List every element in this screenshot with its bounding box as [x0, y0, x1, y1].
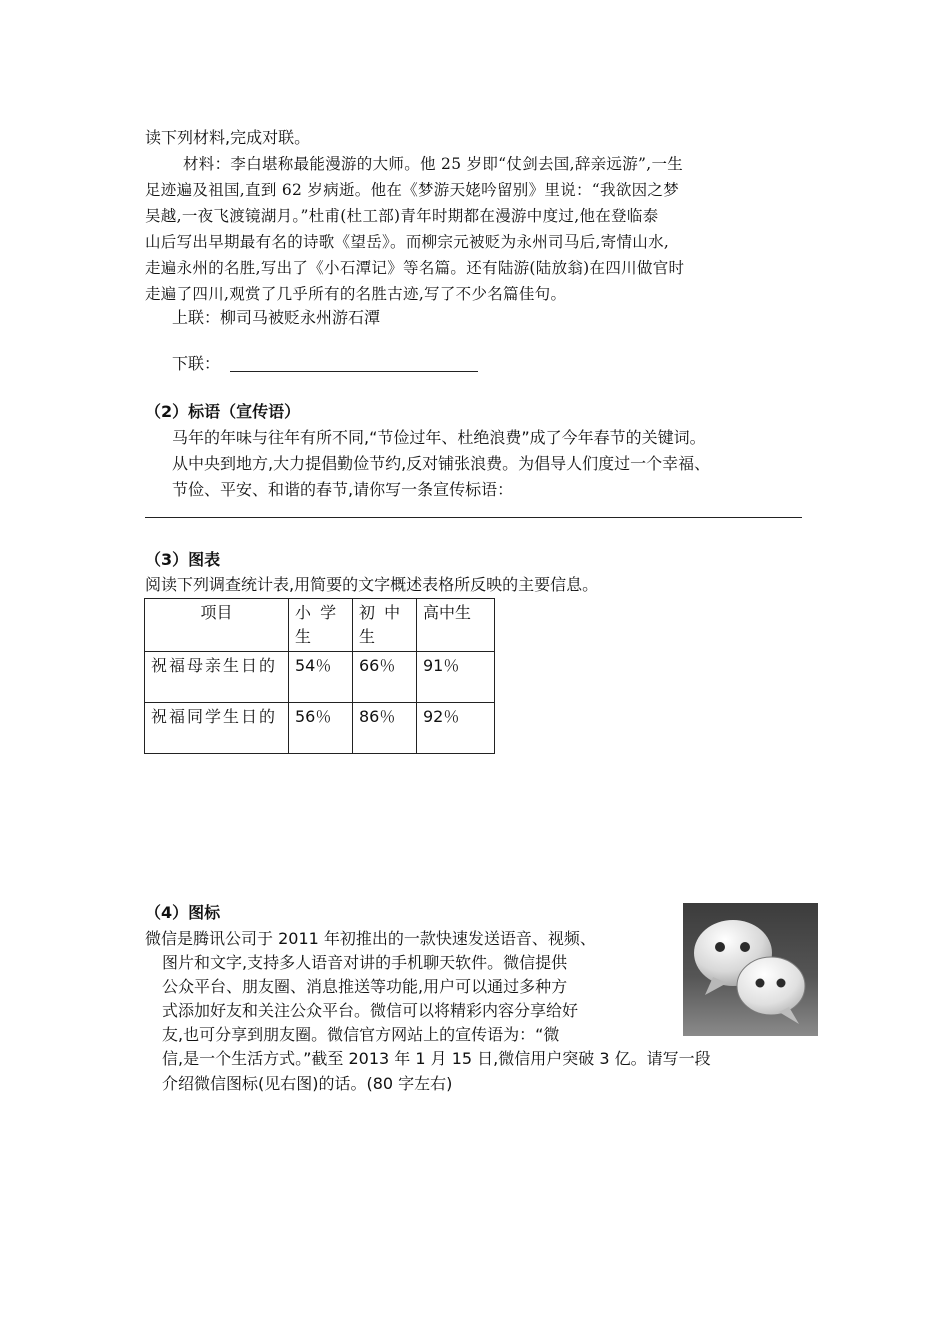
wechat-text-line: 微信是腾讯公司于 2011 年初推出的一款快速发送语音、视频、 [145, 929, 596, 948]
table-header-junior: 初 中 生 [353, 599, 417, 652]
wechat-text-line: 信,是一个生活方式。”截至 2013 年 1 月 15 日,微信用户突破 3 亿。请写一段 [162, 1049, 711, 1068]
slogan-prompt-line: 马年的年味与往年有所不同,“节俭过年、杜绝浪费”成了今年春节的关键词。 [172, 428, 706, 447]
table-cell: 86％ [353, 703, 417, 754]
wechat-text-line: 公众平台、朋友圈、消息推送等功能,用户可以通过多种方 [162, 977, 568, 996]
table-cell: 54％ [289, 652, 353, 703]
material-line: 足迹遍及祖国,直到 62 岁病逝。他在《梦游天姥吟留别》里说：“我欲因之梦 [145, 181, 680, 199]
table-row [145, 703, 495, 754]
section-heading-slogan: （2）标语（宣传语） [145, 402, 301, 421]
wechat-text-line: 友,也可分享到朋友圈。微信官方网站上的宣传语为：“微 [162, 1025, 560, 1044]
lower-couplet-label: 下联： [172, 354, 221, 373]
table-header-row [145, 599, 495, 652]
material-line: 山后写出早期最有名的诗歌《望岳》。而柳宗元被贬为永州司马后,寄情山水, [145, 233, 670, 251]
section-heading-icon: （4）图标 [145, 903, 221, 922]
table-row-label: 祝福同学生日的 [145, 703, 289, 754]
reading-instruction: 读下列材料,完成对联。 [145, 128, 311, 147]
upper-couplet: 上联：柳司马被贬永州游石潭 [172, 308, 381, 327]
survey-table [144, 598, 495, 754]
table-cell: 92％ [417, 703, 495, 754]
wechat-text-line: 介绍微信图标(见右图)的话。(80 字左右) [162, 1074, 453, 1093]
material-line: 走遍永州的名胜,写出了《小石潭记》等名篇。还有陆游(陆放翁)在四川做官时 [145, 259, 685, 277]
table-header-primary: 小 学 生 [289, 599, 353, 652]
table-row-label: 祝福母亲生日的 [145, 652, 289, 703]
slogan-prompt-line: 从中央到地方,大力提倡勤俭节约,反对铺张浪费。为倡导人们度过一个幸福、 [172, 454, 711, 473]
chart-instruction: 阅读下列调查统计表,用简要的文字概述表格所反映的主要信息。 [145, 575, 599, 594]
material-line: 走遍了四川,观赏了几乎所有的名胜古迹,写了不少名篇佳句。 [145, 285, 567, 303]
table-header-item: 项目 [145, 599, 289, 652]
lower-couplet-answer-blank[interactable] [230, 371, 478, 372]
wechat-text-line: 式添加好友和关注公众平台。微信可以将精彩内容分享给好 [162, 1001, 579, 1020]
table-cell: 66％ [353, 652, 417, 703]
slogan-prompt-line: 节俭、平安、和谐的春节,请你写一条宣传标语： [172, 480, 514, 499]
wechat-logo-icon [683, 903, 818, 1036]
material-line: 材料：李白堪称最能漫游的大师。他 25 岁即“仗剑去国,辞亲远游”,一生 [183, 155, 684, 173]
table-cell: 91％ [417, 652, 495, 703]
slogan-answer-blank[interactable] [145, 517, 802, 518]
wechat-text-line: 图片和文字,支持多人语音对讲的手机聊天软件。微信提供 [162, 953, 568, 972]
table-header-senior: 高中生 [417, 599, 495, 652]
table-row [145, 652, 495, 703]
section-heading-chart: （3）图表 [145, 550, 221, 569]
table-cell: 56％ [289, 703, 353, 754]
material-line: 吴越,一夜飞渡镜湖月。”杜甫(杜工部)青年时期都在漫游中度过,他在登临泰 [145, 207, 659, 225]
